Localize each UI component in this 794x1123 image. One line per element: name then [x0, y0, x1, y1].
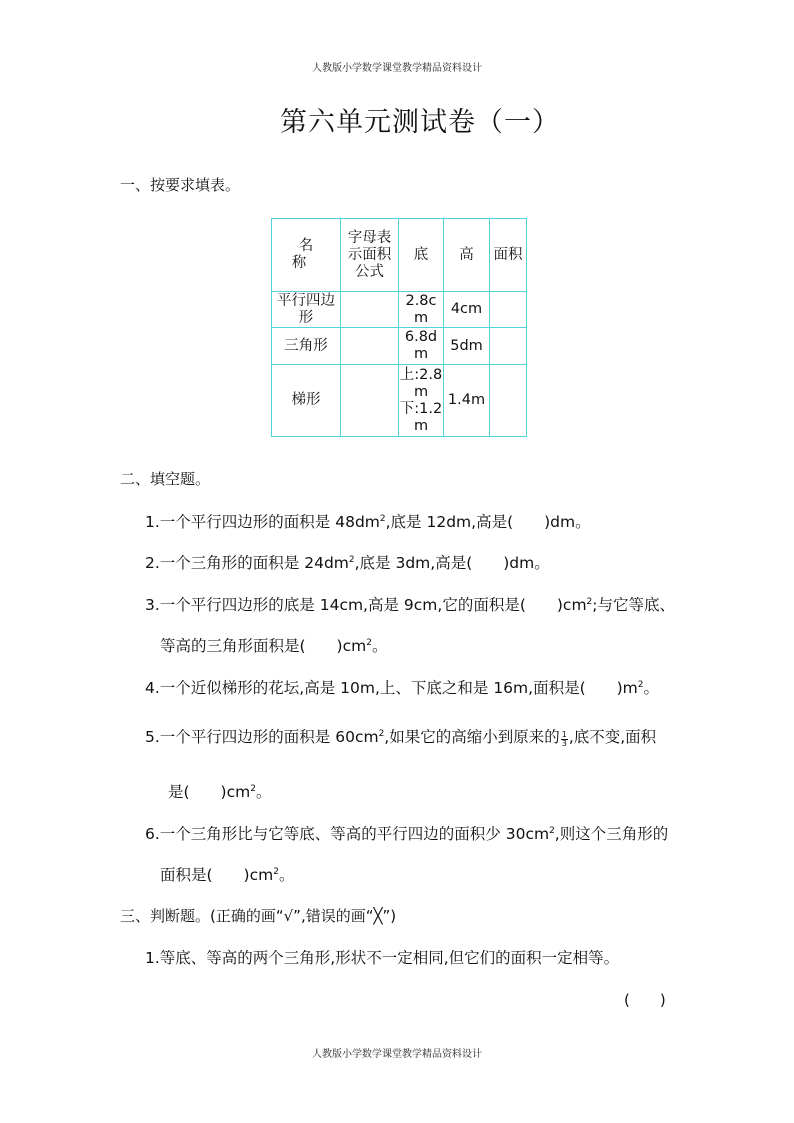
cell-name: 三角形 [272, 328, 341, 365]
question-2-2: 2.一个三角形的面积是 $24dm^2$,底是 3dm,高是( )dm。 [145, 554, 550, 572]
table-row [272, 328, 527, 365]
question-2-6: 6.一个三角形比与它等底、等高的平行四边的面积少 $30cm^2$,则这个三角形的 [145, 825, 669, 843]
page-title: 第六单元测试卷（一） [280, 107, 560, 138]
question-3-1: 1.等底、等高的两个三角形,形状不一定相同,但它们的面积一定相等。 [145, 949, 620, 967]
question-2-5-continued: 是( )$cm^2$。 [168, 783, 272, 801]
cell-base-top: 上:2.8m [399, 366, 443, 400]
cell-base: 2.8cm [399, 292, 444, 328]
section-1-heading: 一、按要求填表。 [120, 176, 241, 194]
cell-height: 5dm [444, 328, 490, 365]
question-2-4: 4.一个近似梯形的花坛,高是 10m,上、下底之和是 16m,面积是( )$m^2$。 [145, 679, 660, 697]
table-row [272, 365, 527, 437]
question-2-3-continued: 等高的三角形面积是( )$cm^2$。 [160, 637, 388, 655]
cell-base: 6.8dm [399, 328, 444, 365]
section-2-heading: 二、填空题。 [120, 470, 211, 488]
header-name: 名 称 [272, 219, 341, 292]
cell-formula-blank[interactable] [341, 328, 399, 365]
cell-name: 平行四边形 [272, 292, 341, 328]
question-2-3: 3.一个平行四边形的底是 14cm,高是 9cm,它的面积是( )$cm^2$;与它等底、 [145, 596, 676, 614]
cell-area-blank[interactable] [490, 328, 527, 365]
cell-area-blank[interactable] [490, 292, 527, 328]
header-base: 底 [399, 219, 444, 292]
running-footer: 人教版小学数学课堂教学精品资料设计 [312, 1049, 482, 1060]
header-area: 面积 [490, 219, 527, 292]
cell-area-blank[interactable] [490, 365, 527, 437]
cell-name: 梯形 [272, 365, 341, 437]
table-row [272, 292, 527, 328]
header-formula: 字母表示面积公式 [341, 219, 399, 292]
section-3-heading: 三、判断题。(正确的画“√”,错误的画“╳”) [120, 907, 397, 925]
cell-formula-blank[interactable] [341, 365, 399, 437]
answer-bracket[interactable]: ( ) [624, 991, 666, 1009]
running-header: 人教版小学数学课堂教学精品资料设计 [312, 63, 482, 74]
question-2-5: 5.一个平行四边形的面积是 $60cm^2$,如果它的高缩小到原来的 $\frac{1}{3}$ ,底不变,面积 [145, 728, 657, 748]
header-height: 高 [444, 219, 490, 292]
cell-formula-blank[interactable] [341, 292, 399, 328]
cell-base [399, 365, 444, 437]
table-header-row [272, 219, 527, 292]
question-2-6-continued: 面积是( )$cm^2$。 [160, 866, 295, 884]
question-2-1: 1.一个平行四边形的面积是 $48dm^2$,底是 12dm,高是( )dm。 [145, 513, 591, 531]
cell-base-bottom: 下:1.2m [399, 400, 443, 434]
cell-height: 1.4m [444, 365, 490, 437]
fill-in-table [271, 218, 527, 437]
fraction-one-third: $\frac{1}{3}$ [561, 730, 567, 748]
cell-height: 4cm [444, 292, 490, 328]
